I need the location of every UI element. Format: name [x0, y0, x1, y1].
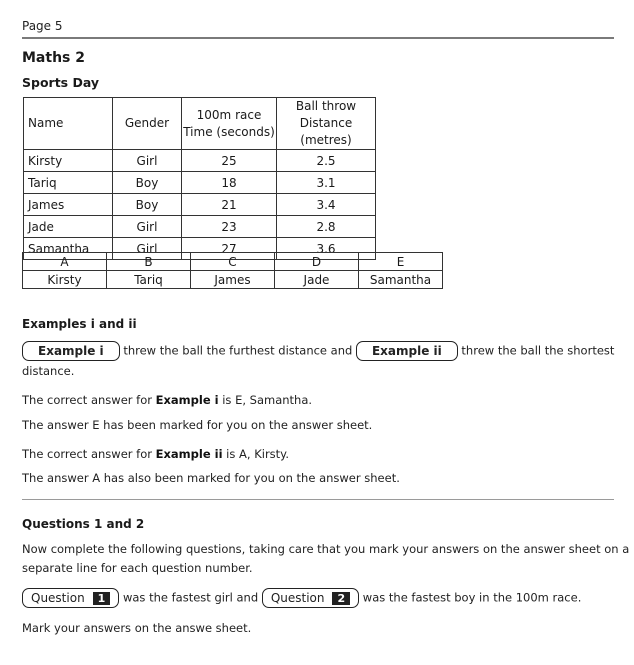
page-label: Page 5: [22, 19, 63, 33]
choice-name: Jade: [275, 271, 359, 289]
example-ii-answer-bold: Example ii: [155, 447, 223, 461]
questions-sentence: [22, 588, 581, 608]
choice-letter: D: [275, 253, 359, 271]
sub-title: Sports Day: [22, 75, 100, 90]
examples-heading: Examples i and ii: [22, 317, 137, 331]
examples-sentence: [22, 341, 614, 361]
cell-gender: Boy: [113, 194, 182, 216]
question-1-text: was the fastest girl and: [122, 590, 259, 605]
header-time-line2: Time (seconds): [183, 124, 275, 139]
question-2-number: 2: [332, 592, 350, 605]
cell-gender: Girl: [113, 216, 182, 238]
example-ii-pill: Example ii: [356, 341, 458, 361]
choice-name: James: [191, 271, 275, 289]
question-1-label: Question: [31, 591, 85, 605]
question-2-text: was the fastest boy in the 100m race.: [362, 590, 582, 605]
questions-heading: Questions 1 and 2: [22, 517, 145, 531]
choice-name: Samantha: [359, 271, 443, 289]
cell-name: Kirsty: [24, 150, 113, 172]
example-i-answer-pre: The correct answer for: [22, 393, 156, 407]
choice-letter: A: [23, 253, 107, 271]
table-row: [24, 216, 376, 238]
cell-gender: Boy: [113, 172, 182, 194]
choice-name: Kirsty: [23, 271, 107, 289]
example-i-answer-bold: Example i: [155, 393, 219, 407]
header-gender: Gender: [113, 98, 182, 150]
example-i-marked: The answer E has been marked for you on the answer sheet.: [22, 418, 373, 432]
answer-choices-table: [22, 252, 443, 289]
table-row: [24, 194, 376, 216]
questions-instruction-line2: separate line for each question number.: [22, 561, 253, 575]
cell-time: 23: [182, 216, 277, 238]
example-sentence-part2: threw the ball the shortest: [461, 343, 615, 358]
cell-distance: 2.5: [277, 150, 376, 172]
cell-distance: 3.1: [277, 172, 376, 194]
choice-letter: B: [107, 253, 191, 271]
example-i-answer-post: is E, Samantha.: [218, 393, 313, 407]
example-ii-answer-pre: The correct answer for: [22, 447, 156, 461]
header-time-line1: 100m race: [196, 107, 262, 122]
example-ii-answer: [22, 447, 289, 461]
header-time: [182, 98, 277, 150]
question-1-number: 1: [93, 592, 111, 605]
choice-name: Tariq: [107, 271, 191, 289]
choice-letter: E: [359, 253, 443, 271]
choice-letter: C: [191, 253, 275, 271]
example-ii-answer-post: is A, Kirsty.: [222, 447, 289, 461]
cell-distance: 3.6: [277, 238, 376, 260]
cell-time: 27: [182, 238, 277, 260]
header-distance-line2: Distance (metres): [299, 116, 353, 147]
cell-time: 18: [182, 172, 277, 194]
table-row: [24, 150, 376, 172]
cell-time: 21: [182, 194, 277, 216]
cell-gender: Girl: [113, 238, 182, 260]
question-1-pill: [22, 588, 119, 608]
choice-names-row: [23, 271, 443, 289]
question-2-label: Question: [270, 591, 325, 605]
questions-instruction-line1: Now complete the following questions, taking care that you mark your answers on the answer sheet on a: [22, 542, 630, 556]
choice-letters-row: [23, 253, 443, 271]
cell-distance: 3.4: [277, 194, 376, 216]
mark-answers-note: Mark your answers on the answe sheet.: [22, 621, 252, 635]
example-sentence-part1: threw the ball the furthest distance and: [123, 343, 353, 358]
cell-name: James: [24, 194, 113, 216]
header-distance: [277, 98, 376, 150]
example-ii-marked: The answer A has also been marked for you on the answer sheet.: [22, 471, 400, 485]
cell-distance: 2.8: [277, 216, 376, 238]
cell-gender: Girl: [113, 150, 182, 172]
section-divider: [22, 499, 614, 500]
cell-name: Samantha: [24, 238, 113, 260]
table-header-row: [24, 98, 376, 150]
cell-name: Jade: [24, 216, 113, 238]
table-row: [24, 172, 376, 194]
cell-name: Tariq: [24, 172, 113, 194]
header-name: Name: [24, 98, 113, 150]
example-i-pill: Example i: [22, 341, 120, 361]
question-2-pill: [262, 588, 359, 608]
sports-day-table: [23, 97, 376, 260]
example-sentence-part3: distance.: [22, 364, 75, 378]
cell-time: 25: [182, 150, 277, 172]
section-title: Maths 2: [22, 50, 85, 66]
header-distance-line1: Ball throw: [295, 99, 357, 113]
example-i-answer: [22, 393, 312, 407]
top-divider: [22, 37, 614, 39]
